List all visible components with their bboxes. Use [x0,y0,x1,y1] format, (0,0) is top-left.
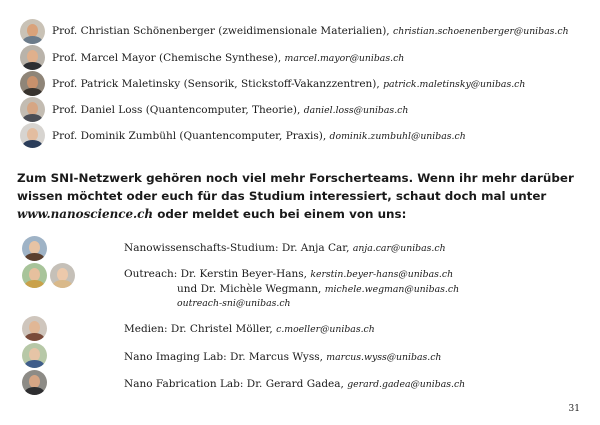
website-link[interactable]: www.nanoscience.ch [17,207,154,221]
email-link[interactable]: marcel.mayor@unibas.ch [284,53,405,64]
contact-imaging [124,350,441,365]
professor-line [52,51,404,66]
email-link[interactable]: christian.schoenenberger@unibas.ch [393,26,569,37]
professor-line [52,129,466,144]
email-link[interactable]: outreach-sni@unibas.ch [177,298,291,309]
contact-text: Nanowissenschafts-Studium: Dr. Anja Car, [124,242,350,254]
contact-text: Nano Fabrication Lab: Dr. Gerard Gadea, [124,378,344,390]
contact-text: Outreach: Dr. Kerstin Beyer-Hans, [124,268,307,280]
contact-text: Medien: Dr. Christel Möller, [124,323,273,335]
avatar [20,123,45,148]
contact-studium [124,241,446,256]
avatar [22,316,47,341]
avatar [22,263,47,288]
contact-fabrication [124,377,465,392]
contact-outreach-3 [177,296,291,311]
avatar [20,45,45,70]
avatar [22,370,47,395]
email-link[interactable]: patrick.maletinsky@unibas.ch [383,79,526,90]
professor-name: Prof. Marcel Mayor (Chemische Synthese), [52,52,282,64]
professor-line [52,103,408,118]
email-link[interactable]: anja.car@unibas.ch [352,243,446,254]
contact-text: Nano Imaging Lab: Dr. Marcus Wyss, [124,351,323,363]
email-link[interactable]: dominik.zumbuhl@unibas.ch [329,131,466,142]
email-link[interactable]: c.moeller@unibas.ch [276,324,375,335]
avatar [20,71,45,96]
professor-name: Prof. Christian Schönenberger (zweidimensionale Materialien), [52,25,390,37]
email-link[interactable]: kerstin.beyer-hans@unibas.ch [310,269,454,280]
email-link[interactable]: marcus.wyss@unibas.ch [326,352,442,363]
contact-outreach [124,267,453,282]
intro-text-end: oder meldet euch bei einem von uns: [153,207,407,221]
professor-name: Prof. Dominik Zumbühl (Quantencomputer, Praxis), [52,130,327,142]
email-link[interactable]: gerard.gadea@unibas.ch [347,379,466,390]
intro-text: Zum SNI-Netzwerk gehören noch viel mehr Forscherteams. Wenn ihr mehr darüber wissen möchtet oder euch für das Studium interessiert, schaut doch mal unter [17,171,574,203]
contact-medien [124,322,375,337]
contact-outreach-2 [177,282,459,297]
email-link[interactable]: daniel.loss@unibas.ch [303,105,409,116]
professor-line [52,24,569,39]
professor-line [52,77,525,92]
avatar [20,19,45,44]
intro-paragraph [17,169,575,223]
contact-text: und Dr. Michèle Wegmann, [177,283,322,295]
professor-name: Prof. Daniel Loss (Quantencomputer, Theorie), [52,104,301,116]
avatar [50,263,75,288]
avatar [20,97,45,122]
email-link[interactable]: michele.wegman@unibas.ch [324,284,460,295]
avatar [22,343,47,368]
professor-name: Prof. Patrick Maletinsky (Sensorik, Stickstoff-Vakanzzentren), [52,78,380,90]
page-number: 31 [568,404,580,414]
avatar [22,236,47,261]
